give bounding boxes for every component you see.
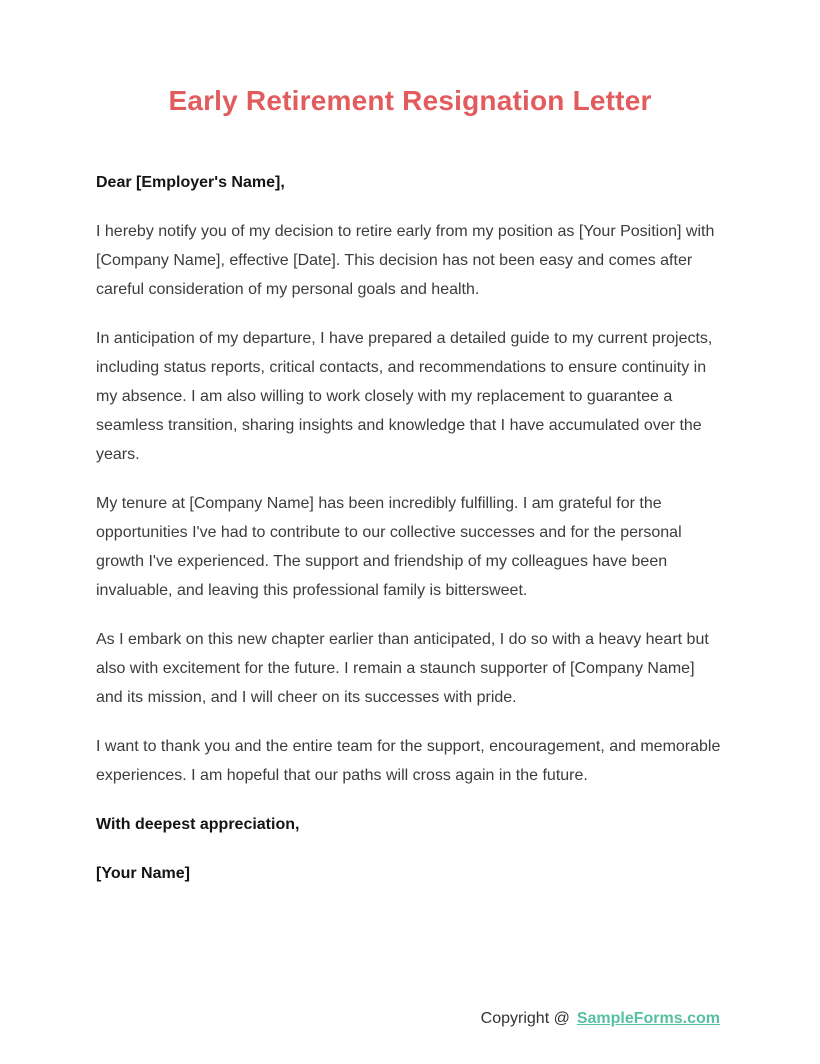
letter-paragraph-5: I want to thank you and the entire team for the support, encouragement, and memorable experiences. I am hopeful that our paths will cross again in the future. — [96, 738, 721, 784]
letter-body — [96, 168, 724, 888]
footer-copyright — [481, 1010, 720, 1028]
letter-paragraph-4: As I embark on this new chapter earlier than anticipated, I do so with a heavy heart but also with excitement for the future. I remain a staunch supporter of [Company Name] and its mission, and I will cheer on its successes with pride. — [96, 631, 709, 706]
sampleforms-link[interactable]: SampleForms.com — [576, 1010, 720, 1027]
letter-paragraph-1: I hereby notify you of my decision to retire early from my position as [Your Position] with [Company Name], effective [Date]. This decision has not been easy and comes after careful consideration of my personal goals and health. — [96, 223, 715, 298]
letter-closing: With deepest appreciation, — [96, 816, 300, 833]
letter-signature: [Your Name] — [96, 865, 190, 882]
page-title: Early Retirement Resignation Letter — [168, 85, 652, 116]
copyright-text: Copyright @ — [480, 1010, 570, 1027]
letter-paragraph-2: In anticipation of my departure, I have prepared a detailed guide to my current projects, including status reports, critical contacts, and recommendations to ensure continuity in my absence. I am also willing to work closely with my replacement to guarantee a seamless transition, sharing insights and knowledge that I have accumulated over the years. — [96, 330, 713, 463]
letter-paragraph-3: My tenure at [Company Name] has been incredibly fulfilling. I am grateful for the opportunities I've had to contribute to our collective successes and for the personal growth I've experienced. The support and friendship of my colleagues have been invaluable, and leaving this professional family is bittersweet. — [96, 495, 682, 599]
letter-greeting: Dear [Employer's Name], — [96, 174, 285, 191]
